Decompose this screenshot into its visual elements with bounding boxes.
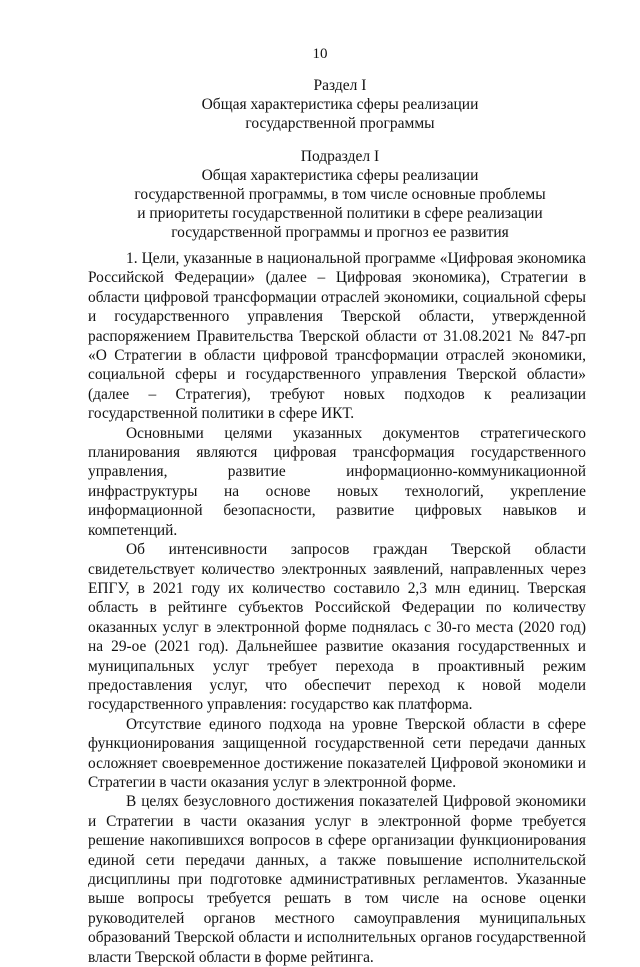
paragraph-rating: В целях безусловного достижения показателей Цифровой экономики и Стратегии в части оказания услуг в электронной форме требуется решение накопившихся вопросов в сфере организации функционирования единой сети передачи данных, а также повышение исполнительской дисциплины при подготовке административных регламентов. Указанные выше вопросы требуется решать в том числе на основе оценки руководителей органов местного самоуправления муниципальных образований Тверской области и исполнительных органов государственной власти Тверской области в форме рейтинга.	[88, 793, 586, 966]
subsection-heading	[80, 147, 600, 242]
page-number: 10	[312, 46, 328, 62]
subsection-title-line-3: и приоритеты государственной политики в сфере реализации	[137, 205, 543, 222]
section-title-line-2: государственной программы	[245, 115, 435, 132]
subsection-label: Подраздел I	[300, 148, 380, 165]
subsection-title-line-1: Общая характеристика сферы реализации	[201, 167, 479, 184]
paragraph-main-objectives: Основными целями указанных документов стратегического планирования являются цифровая трансформация государственного управления, развитие информационно-коммуникационной инфраструктуры на основе новых технологий, укрепление информационной безопасности, развитие цифровых навыков и компетенций.	[88, 424, 586, 539]
paragraph-request-intensity: Об интенсивности запросов граждан Тверской области свидетельствует количество электронных заявлений, направленных через ЕПГУ, в 2021 году их количество составило 2,3 млн единиц. Тверская область в рейтинге субъектов Российской Федерации по количеству оказанных услуг в электронной форме поднялась с 30-го места (2020 год) на 29-ое (2021 год). Дальнейшее развитие оказания государственных и муниципальных услуг требует перехода в проактивный режим предоставления услуг, что обеспечит переход к новой модели государственного управления: государство как платформа.	[88, 541, 586, 714]
paragraph-network-approach: Отсутствие единого подхода на уровне Тверской области в сфере функционирования защищенной государственной сети передачи данных осложняет своевременное достижение показателей Цифровой экономики и Стратегии в части оказания услуг в электронной форме.	[88, 715, 586, 791]
subsection-title-line-4: государственной программы и прогноз ее развития	[171, 224, 509, 241]
paragraph-goals: 1. Цели, указанные в национальной программе «Цифровая экономика Российской Федерации» (далее – Цифровая экономика), Стратегии в области цифровой трансформации отраслей экономики, социальной сферы и государственного управления Тверской области, утвержденной распоряжением Правительства Тверской области от 31.08.2021 № 847-рп «О Стратегии в области цифровой трансформации отраслей экономики, социальной сферы и государственного управления Тверской области» (далее – Стратегия), требуют новых подходов к реализации государственной политики в сфере ИКТ.	[88, 250, 586, 423]
section-title-line-1: Общая характеристика сферы реализации	[201, 96, 479, 113]
subsection-title-line-2: государственной программы, в том числе основные проблемы	[134, 186, 546, 203]
section-label: Раздел I	[313, 77, 367, 94]
body-text	[88, 249, 586, 967]
section-heading	[80, 76, 600, 133]
